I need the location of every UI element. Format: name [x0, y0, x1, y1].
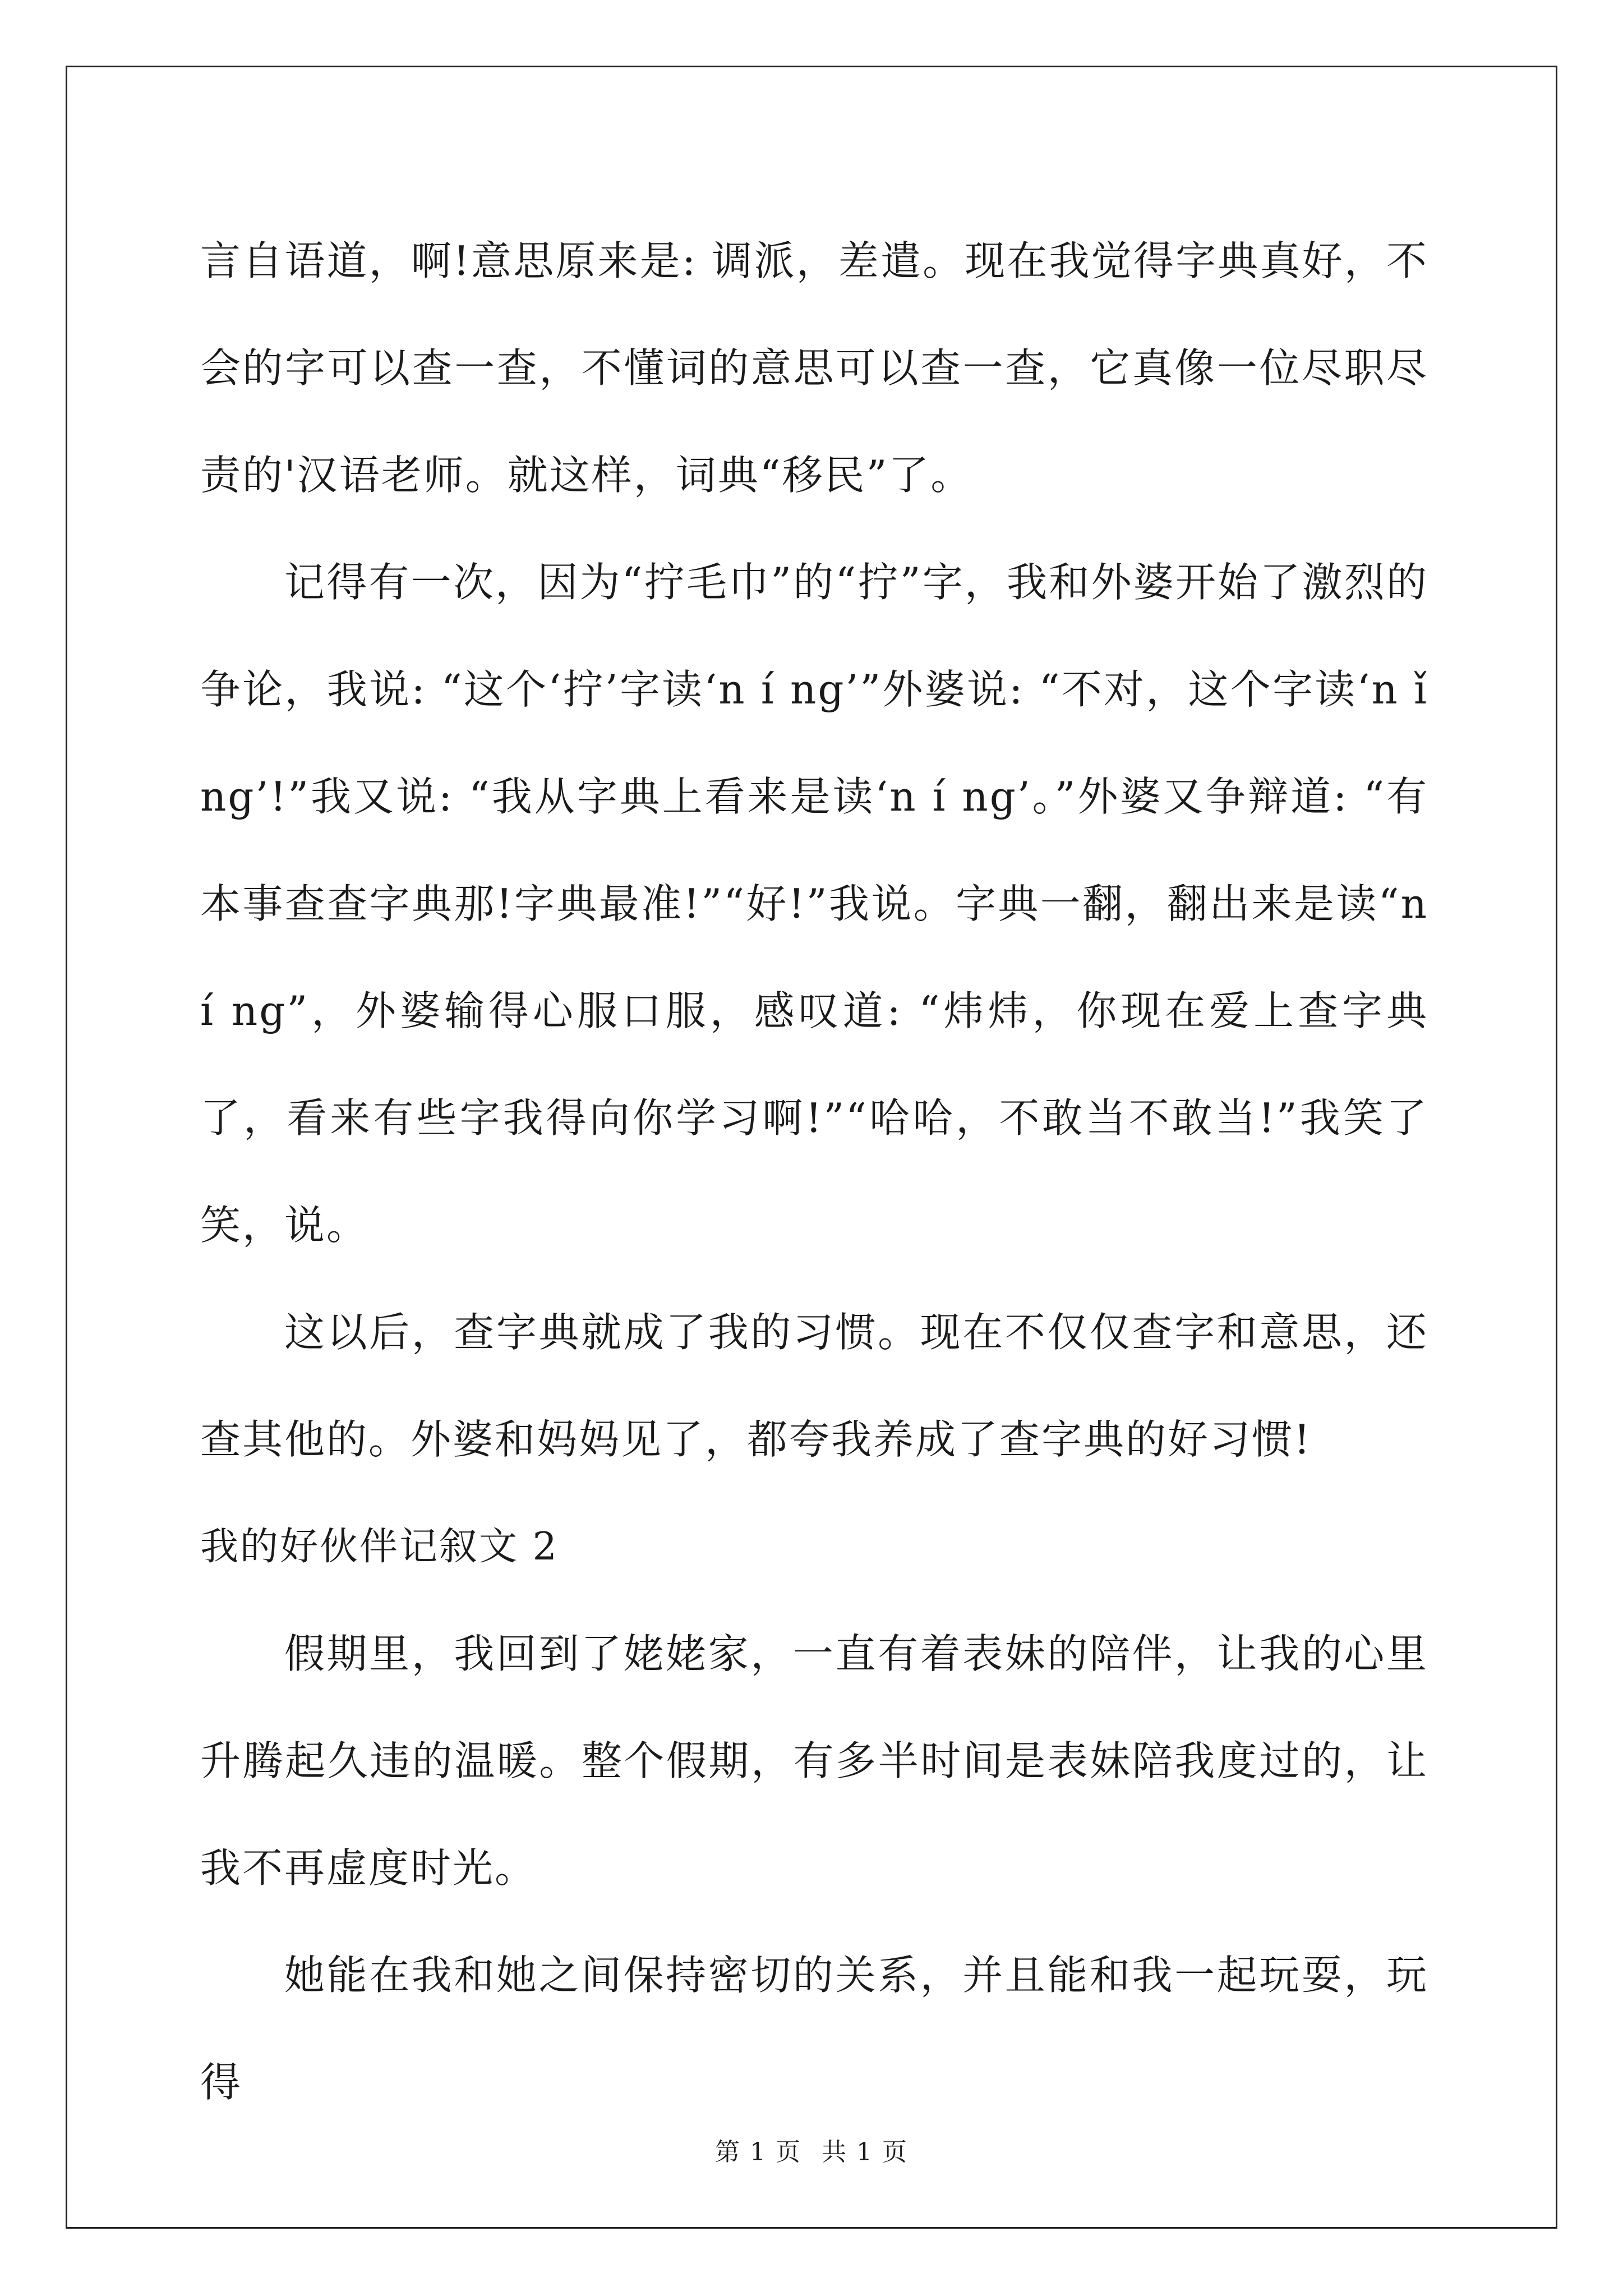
section-heading: 我的好伙伴记叙文 2 [200, 1525, 559, 1569]
paragraph-3: 这以后，查字典就成了我的习惯。现在不仅仅查字和意思，还查其他的。外婆和妈妈见了，都夸我养成了查字典的好习惯! [200, 1309, 1428, 1463]
page-footer [0, 2132, 1623, 2168]
page-number-total: 共 1 页 [822, 2138, 908, 2166]
paragraph-1: 言自语道，啊!意思原来是: 调派，差遣。现在我觉得字典真好，不会的字可以查一查，不懂词的意思可以查一查，它真像一位尽职尽责的'汉语老师。就这样，词典“移民”了。 [200, 237, 1428, 499]
paragraph-2: 记得有一次，因为“拧毛巾”的“拧”字，我和外婆开始了激烈的争论，我说: “这个‘拧’字读‘n í ng’”外婆说: “不对，这个字读‘n ǐ ng’!”我又说: “我从字典上看来是读‘n í ng’。”外婆又争辩道: “有本事查查字典那!字典最准!”“好!”我说。字典一翻，翻出来是读“n í ng”，外婆输得心服口服，感叹道: “炜炜，你现在爱上查字典了，看来有些字我得向你学习啊!”“哈哈，不敢当不敢当!”我笑了笑，说。 [200, 559, 1428, 1249]
page-number-current: 第 1 页 [715, 2138, 801, 2166]
document-body [200, 208, 1428, 2136]
paragraph-4: 假期里，我回到了姥姥家，一直有着表妹的陪伴，让我的心里升腾起久违的温暖。整个假期，有多半时间是表妹陪我度过的，让我不再虚度时光。 [200, 1630, 1428, 1892]
paragraph-5: 她能在我和她之间保持密切的关系，并且能和我一起玩耍，玩得 [200, 1952, 1428, 2106]
